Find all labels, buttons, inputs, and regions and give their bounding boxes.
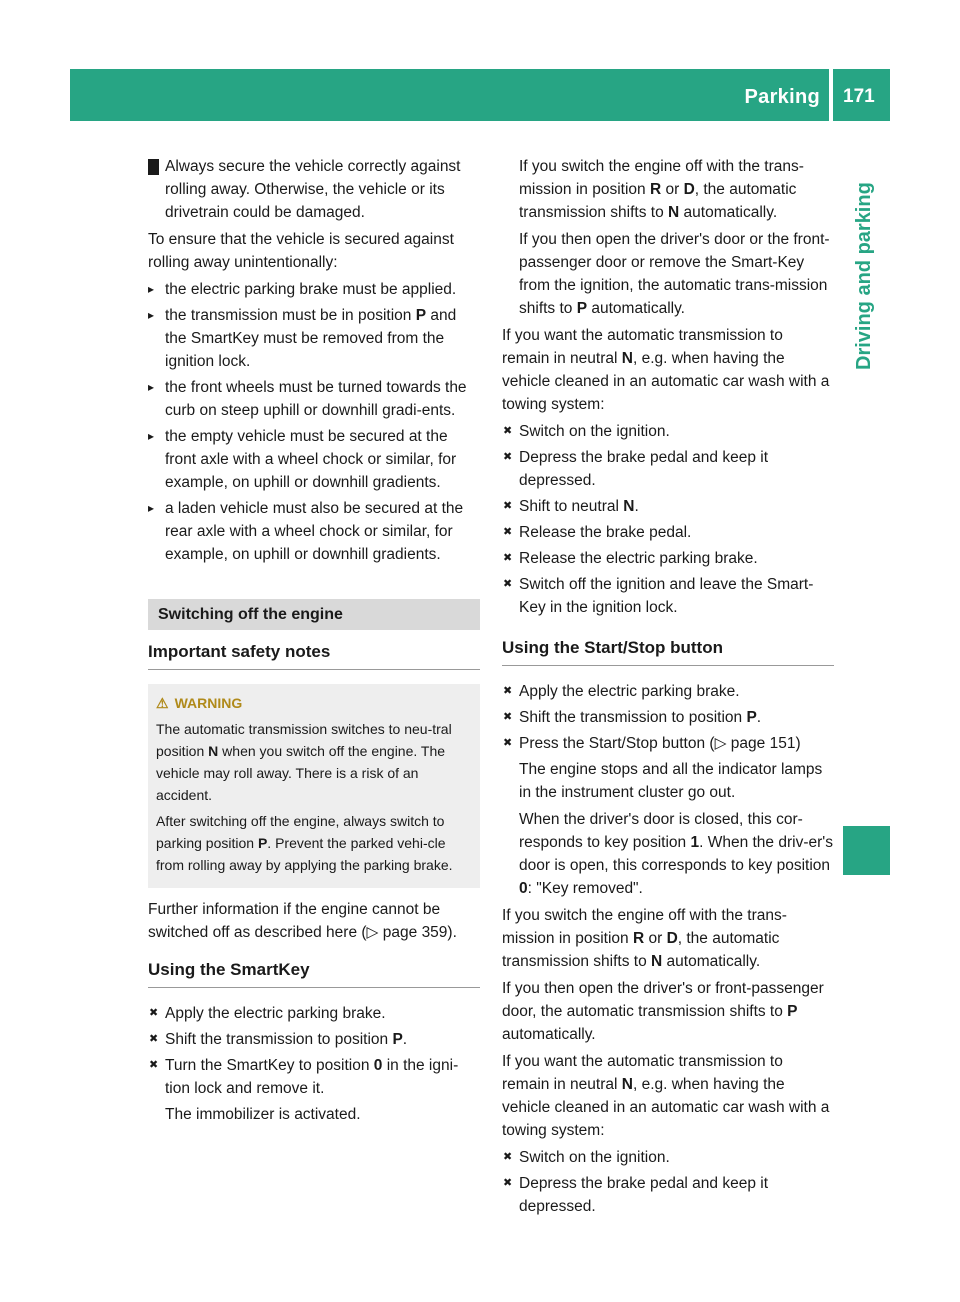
step-item: ✖ Switch off the ignition and leave the Smart-Key in the ignition lock. xyxy=(502,573,834,619)
step-item: ✖ Switch on the ignition. xyxy=(502,1146,834,1169)
warning-title xyxy=(156,692,472,714)
notice xyxy=(142,155,480,224)
neutral-steps-1 xyxy=(502,420,834,619)
header-separator xyxy=(829,69,833,121)
notice-text: Always secure the vehicle correctly against rolling away. Otherwise, the vehicle or its drivetrain could be damaged. xyxy=(165,158,461,221)
step-item: ✖ Shift the transmission to position P. xyxy=(148,1028,480,1051)
startstop-steps xyxy=(502,680,834,755)
page-title: Parking xyxy=(744,86,820,108)
smartkey-heading: Using the SmartKey xyxy=(148,958,480,988)
warning-title-text: WARNING xyxy=(174,695,243,711)
side-tab xyxy=(840,130,890,710)
step-item: ✖ Release the electric parking brake. xyxy=(502,547,834,570)
step-item: ✖ Apply the electric parking brake. xyxy=(148,1002,480,1025)
side-marker xyxy=(843,826,890,875)
further-info: Further information if the engine cannot be switched off as described here (▷ page 359). xyxy=(148,901,457,941)
safety-heading: Important safety notes xyxy=(148,640,480,670)
list-item: ▸ the front wheels must be turned towards the curb on steep uphill or downhill gradi-ents. xyxy=(148,376,480,422)
intro-text: To ensure that the vehicle is secured against rolling away unintentionally: xyxy=(148,231,454,271)
auto-shift-note-2: If you then open the driver's door or the front-passenger door or remove the Smart-Key from the ignition, the automatic trans-mission shifts to P automatically. xyxy=(519,231,830,317)
side-tab-label: Driving and parking xyxy=(853,182,875,370)
right-column xyxy=(502,155,834,1221)
warning-box xyxy=(148,684,480,888)
step-item: ✖ Release the brake pedal. xyxy=(502,521,834,544)
door-closed-note: When the driver's door is closed, this cor-responds to key position 1. When the driv-er's door is open, this corresponds to key position 0: "Key removed". xyxy=(519,811,833,897)
section-title: Switching off the engine xyxy=(148,599,480,630)
list-item: ▸ the transmission must be in position P and the SmartKey must be removed from the ignition lock. xyxy=(148,304,480,373)
requirements-list xyxy=(148,278,480,566)
auto-shift-note-4: If you then open the driver's or front-passenger door, the automatic transmission shifts to P automatically. xyxy=(502,980,824,1043)
notice-icon: ! xyxy=(148,159,159,175)
step-item: ✖ Shift to neutral N. xyxy=(502,495,834,518)
list-item: ▸ a laden vehicle must also be secured at the rear axle with a wheel chock or similar, for example, on uphill or downhill gradients. xyxy=(148,497,480,566)
list-item: ▸ the electric parking brake must be applied. xyxy=(148,278,480,301)
step-item: ✖ Apply the electric parking brake. xyxy=(502,680,834,703)
auto-shift-note-3: If you switch the engine off with the trans-mission in position R or D, the automatic transmission shifts to N automatically. xyxy=(502,907,787,970)
step-item: ✖ Depress the brake pedal and keep it depressed. xyxy=(502,446,834,492)
warning-p2: After switching off the engine, always switch to parking position P. Prevent the parked vehi-cle from rolling away by applying the parking brake. xyxy=(156,813,453,873)
step-item: ✖ Press the Start/Stop button (▷ page 151) xyxy=(502,732,834,755)
auto-shift-note-1: If you switch the engine off with the trans-mission in position R or D, the automatic transmission shifts to N automatically. xyxy=(519,158,804,221)
step-item: ✖ Depress the brake pedal and keep it depressed. xyxy=(502,1172,834,1218)
left-column xyxy=(142,155,480,1130)
neutral-steps-2 xyxy=(502,1146,834,1218)
engine-stops-note: The engine stops and all the indicator lamps in the instrument cluster go out. xyxy=(519,761,823,801)
smartkey-steps xyxy=(148,1002,480,1100)
step-item: ✖ Turn the SmartKey to position 0 in the igni-tion lock and remove it. xyxy=(148,1054,480,1100)
list-item: ▸ the empty vehicle must be secured at the front axle with a wheel chock or similar, for example, on uphill or downhill gradients. xyxy=(148,425,480,494)
step-item: ✖ Switch on the ignition. xyxy=(502,420,834,443)
step-item: ✖ Shift the transmission to position P. xyxy=(502,706,834,729)
neutral-intro-2: If you want the automatic transmission to remain in neutral N, e.g. when having the vehicle cleaned in an automatic car wash with a towing system: xyxy=(502,1053,830,1139)
startstop-heading: Using the Start/Stop button xyxy=(502,636,834,666)
page-number: 171 xyxy=(843,86,875,107)
warning-p1: The automatic transmission switches to neu-tral position N when you switch off the engine. The vehicle may roll away. There is a risk of an accident. xyxy=(156,721,452,803)
neutral-intro-1: If you want the automatic transmission to remain in neutral N, e.g. when having the vehicle cleaned in an automatic car wash with a towing system: xyxy=(502,327,830,413)
warning-triangle-icon: ⚠ xyxy=(156,695,169,711)
immobilizer-note: The immobilizer is activated. xyxy=(165,1106,361,1123)
